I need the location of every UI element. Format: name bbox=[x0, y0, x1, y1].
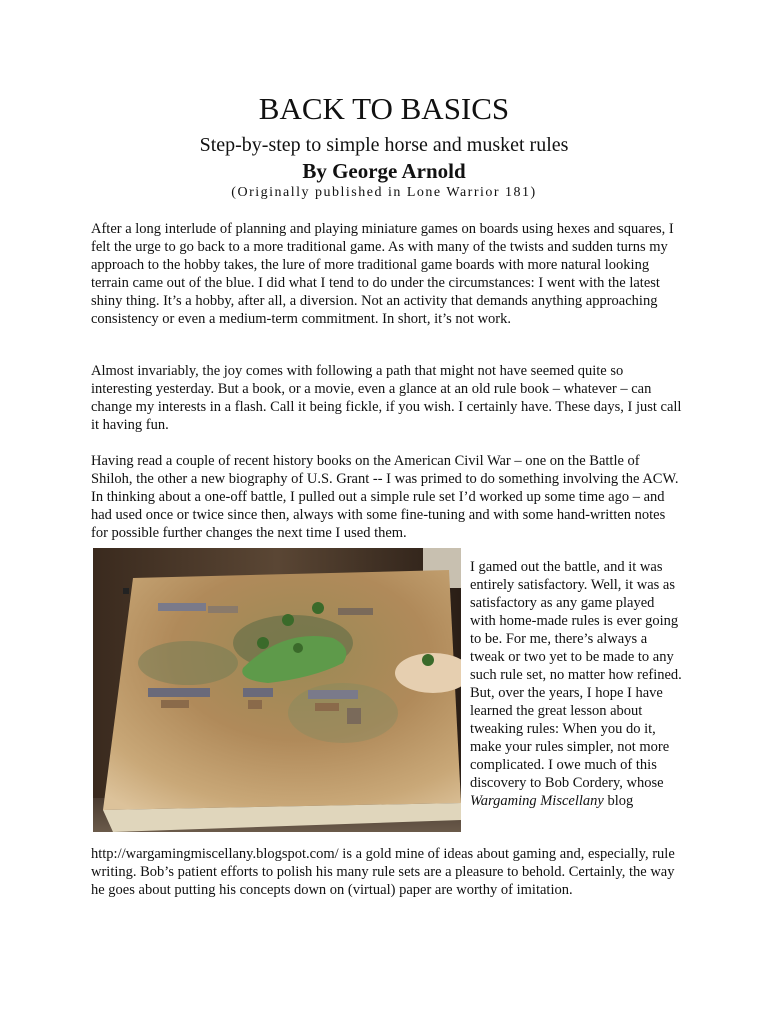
paragraph-3: Having read a couple of recent history books on the American Civil War – one on the Battle of Shiloh, the other a new biography of U.S. Grant -- I was primed to do something involving the ACW. In thinking about a one-off battle, I pulled out a simple rule set I’d worked up some time ago – and had used once or twice since then, always with some fine-tuning and with some hand-written notes for possible further changes the next time I used them. bbox=[91, 453, 679, 541]
article-title: BACK TO BASICS bbox=[258, 91, 510, 126]
paragraph-2: Almost invariably, the joy comes with following a path that might not have seemed quite so interesting yesterday. But a book, or a movie, even a glance at an old rule book – whatever – can change my interests in a flash. Call it being fickle, if you wish. I certainly have. These days, I just call it having fun. bbox=[91, 363, 682, 433]
article-subtitle: Step-by-step to simple horse and musket rules bbox=[199, 134, 569, 156]
paragraph-4: http://wargamingmiscellany.blogspot.com/ is a gold mine of ideas about gaming and, especially, rule writing. Bob’s patient efforts to polish his many rule sets are a pleasure to behold. Certainly, the way he goes about putting his concepts down on (virtual) paper are worthy of imitation. bbox=[91, 846, 675, 898]
wrapped-text-end: blog bbox=[603, 793, 634, 809]
article-byline: By George Arnold bbox=[302, 159, 466, 183]
blog-title: Wargaming Miscellany bbox=[470, 793, 604, 809]
wrapped-text-start: I gamed out the battle, and it was entirely satisfactory. Well, it was as satisfactory as any game played with home-made rules is ever going to be. For me, there’s always a tweak or two yet to be made to any such rule set, no matter how refined. But, over the years, I hope I have learned the great lesson about tweaking rules: When you do it, make your rules simpler, not more complicated. I owe much of this discovery to Bob Cordery, whose bbox=[470, 559, 682, 791]
publication-note: (Originally published in Lone Warrior 181) bbox=[231, 185, 537, 200]
wrapped-paragraph bbox=[470, 558, 682, 810]
paragraph-1: After a long interlude of planning and playing miniature games on boards using hexes and squares, I felt the urge to go back to a more traditional game. As with many of the twists and sudden turns my approach to the hobby takes, the lure of more traditional game boards with more natural looking terrain came out of the blue. I did what I tend to do under the circumstances: I went with the latest shiny thing. It’s a hobby, after all, a diversion. Not an activity that demands anything approaching consistency or even a medium-term commitment. In short, it’s not work. bbox=[91, 221, 674, 327]
wargame-table-photo bbox=[93, 548, 461, 832]
